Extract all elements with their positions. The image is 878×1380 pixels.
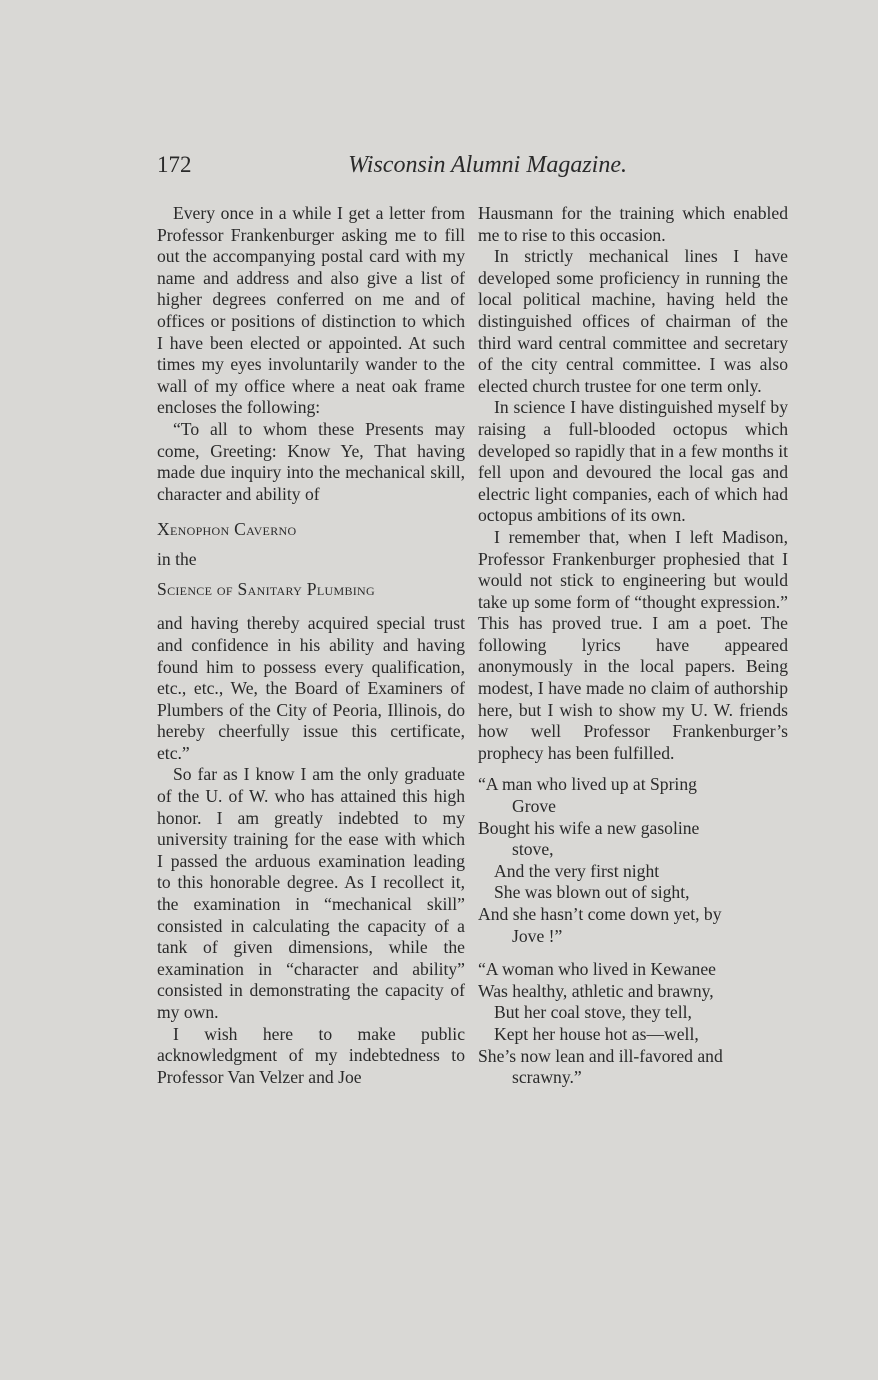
- paragraph: and having thereby acquired special trust and confidence in his ability and having found him to possess every qualification, etc., etc., We, the Board of Examiners of Plumbers of the City of Peoria, Illinois, do hereby cheerfully issue this certificate, etc.”: [157, 613, 465, 763]
- certificate-name: Xenophon Caverno: [157, 519, 297, 540]
- poem-line: Jove !”: [512, 925, 563, 946]
- page-header: [157, 152, 627, 188]
- poem-line: stove,: [512, 839, 554, 860]
- poem-line: Grove: [512, 796, 556, 817]
- poem-line: Kept her house hot as—well,: [494, 1023, 699, 1044]
- paragraph: In science I have distinguished myself by raising a full-blooded octopus which developed so rapidly that in a few months it fell upon and devoured the local gas and electric light companies, each of which had octopus ambitions of its own.: [478, 397, 788, 526]
- paragraph: In strictly mechanical lines I have developed some proficiency in running the local political machine, having held the distinguished offices of chairman of the third ward central committee and secretary of the city central committee. I was also elected church trustee for one term only.: [478, 246, 788, 396]
- certificate-subject: Science of Sanitary Plumbing: [157, 579, 375, 600]
- paragraph: Hausmann for the training which enabled me to rise to this occasion.: [478, 203, 788, 245]
- poem-stanza: [478, 959, 788, 1089]
- poem-line: She’s now lean and ill-favored and: [478, 1045, 723, 1066]
- running-title: Wisconsin Alumni Magazine.: [348, 152, 627, 178]
- poems: [478, 774, 788, 1088]
- paragraph: I wish here to make public acknowledgment of my indebtedness to Professor Van Velzer and Joe: [157, 1023, 465, 1087]
- poem-line: She was blown out of sight,: [494, 882, 690, 903]
- poem-stanza: [478, 774, 788, 947]
- poem-line: Was healthy, athletic and brawny,: [478, 980, 714, 1001]
- poem-line: scrawny.”: [512, 1067, 582, 1088]
- certificate-in: in the: [157, 549, 197, 570]
- poem-line: But her coal stove, they tell,: [494, 1002, 692, 1023]
- certificate-intro: “To all to whom these Presents may come, Greeting: Know Ye, That having made due inquiry into the mechanical skill, character and ability of: [157, 418, 465, 504]
- left-column: [157, 203, 465, 1088]
- page-number: 172: [157, 152, 192, 177]
- paragraph: So far as I know I am the only graduate of the U. of W. who has attained this high honor. I am greatly indebted to my university training for the ease with which I passed the arduous examination leading to this honorable degree. As I recollect it, the examination in “mechanical skill” consisted in calculating the capacity of a tank of given dimensions, while the examination in “character and ability” consisted in demonstrating the capacity of my own.: [157, 764, 465, 1022]
- poem-line: “A woman who lived in Kewanee: [478, 959, 716, 980]
- right-column: [478, 203, 788, 1101]
- paragraph: Every once in a while I get a letter from Professor Frankenburger asking me to fill out the accompanying postal card with my name and address and also give a list of higher degrees conferred on me and of offices or positions of distinction to which I have been elected or appointed. At such times my eyes involuntarily wander to the wall of my office where a neat oak frame encloses the following:: [157, 203, 465, 418]
- certificate-block: [157, 519, 465, 600]
- poem-line: Bought his wife a new gasoline: [478, 817, 700, 838]
- poem-line: “A man who lived up at Spring: [478, 774, 697, 795]
- poem-line: And the very first night: [494, 860, 660, 881]
- paragraph: I remember that, when I left Madison, Professor Frankenburger prophesied that I would not stick to engineering but would take up some form of “thought expression.” This has proved true. I am a poet. The following lyrics have appeared anonymously in the local papers. Being modest, I have made no claim of authorship here, but I wish to show my U. W. friends how well Professor Frankenburger’s prophecy has been fulfilled.: [478, 526, 788, 763]
- poem-line: And she hasn’t come down yet, by: [478, 904, 722, 924]
